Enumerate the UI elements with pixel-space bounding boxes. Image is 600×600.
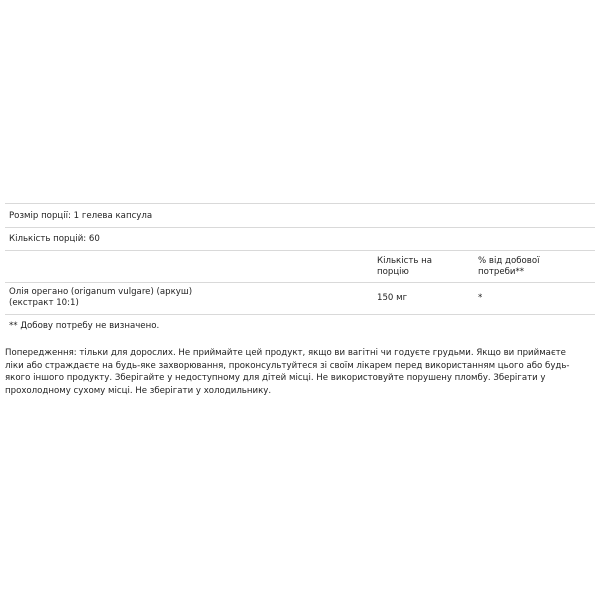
- ingredient-daily-value: *: [478, 293, 483, 303]
- amount-per-serving-header: [377, 256, 432, 278]
- column-header-row: [5, 251, 595, 283]
- ingredient-name: [9, 287, 192, 309]
- daily-value-header: [478, 256, 540, 278]
- warning-line-3: якого іншого продукту. Зберігайте у недоступному для дітей місці. Не використовуйте порушену пломбу. Зберігати у: [5, 373, 546, 384]
- amount-header-line1: Кількість на: [377, 256, 433, 266]
- warning-paragraph: [5, 347, 593, 397]
- ingredient-amount: 150 мг: [377, 293, 408, 303]
- ingredient-name-line1: Олія орегано (origanum vulgare) (аркуш): [9, 287, 193, 297]
- dv-header-line2: потреби**: [478, 267, 525, 277]
- serving-size-text: Розмір порції: 1 гелева капсула: [9, 211, 153, 221]
- warning-line-1: Попередження: тільки для дорослих. Не приймайте цей продукт, якщо ви вагітні чи годуєте грудьми. Якщо ви приймаєте: [5, 348, 566, 358]
- footnote-text: ** Добову потребу не визначено.: [9, 321, 160, 331]
- ingredient-name-line2: (екстракт 10:1): [9, 298, 79, 308]
- ingredient-row: [5, 283, 595, 315]
- warning-line-4: прохолодному сухому місці. Не зберігати у холодильнику.: [5, 385, 272, 396]
- supplement-facts-table: [5, 203, 595, 340]
- dv-header-line1: % від добової: [478, 256, 540, 266]
- servings-text: Кількість порцій: 60: [9, 234, 100, 244]
- footnote-row: [5, 315, 595, 340]
- serving-size-row: [5, 203, 595, 228]
- amount-header-line2: порцію: [377, 267, 409, 277]
- servings-per-container-row: [5, 228, 595, 251]
- warning-line-2: ліки або страждаєте на будь-яке захворювання, проконсультуйтеся зі своїм лікарем перед використанням цього або будь-: [5, 360, 570, 371]
